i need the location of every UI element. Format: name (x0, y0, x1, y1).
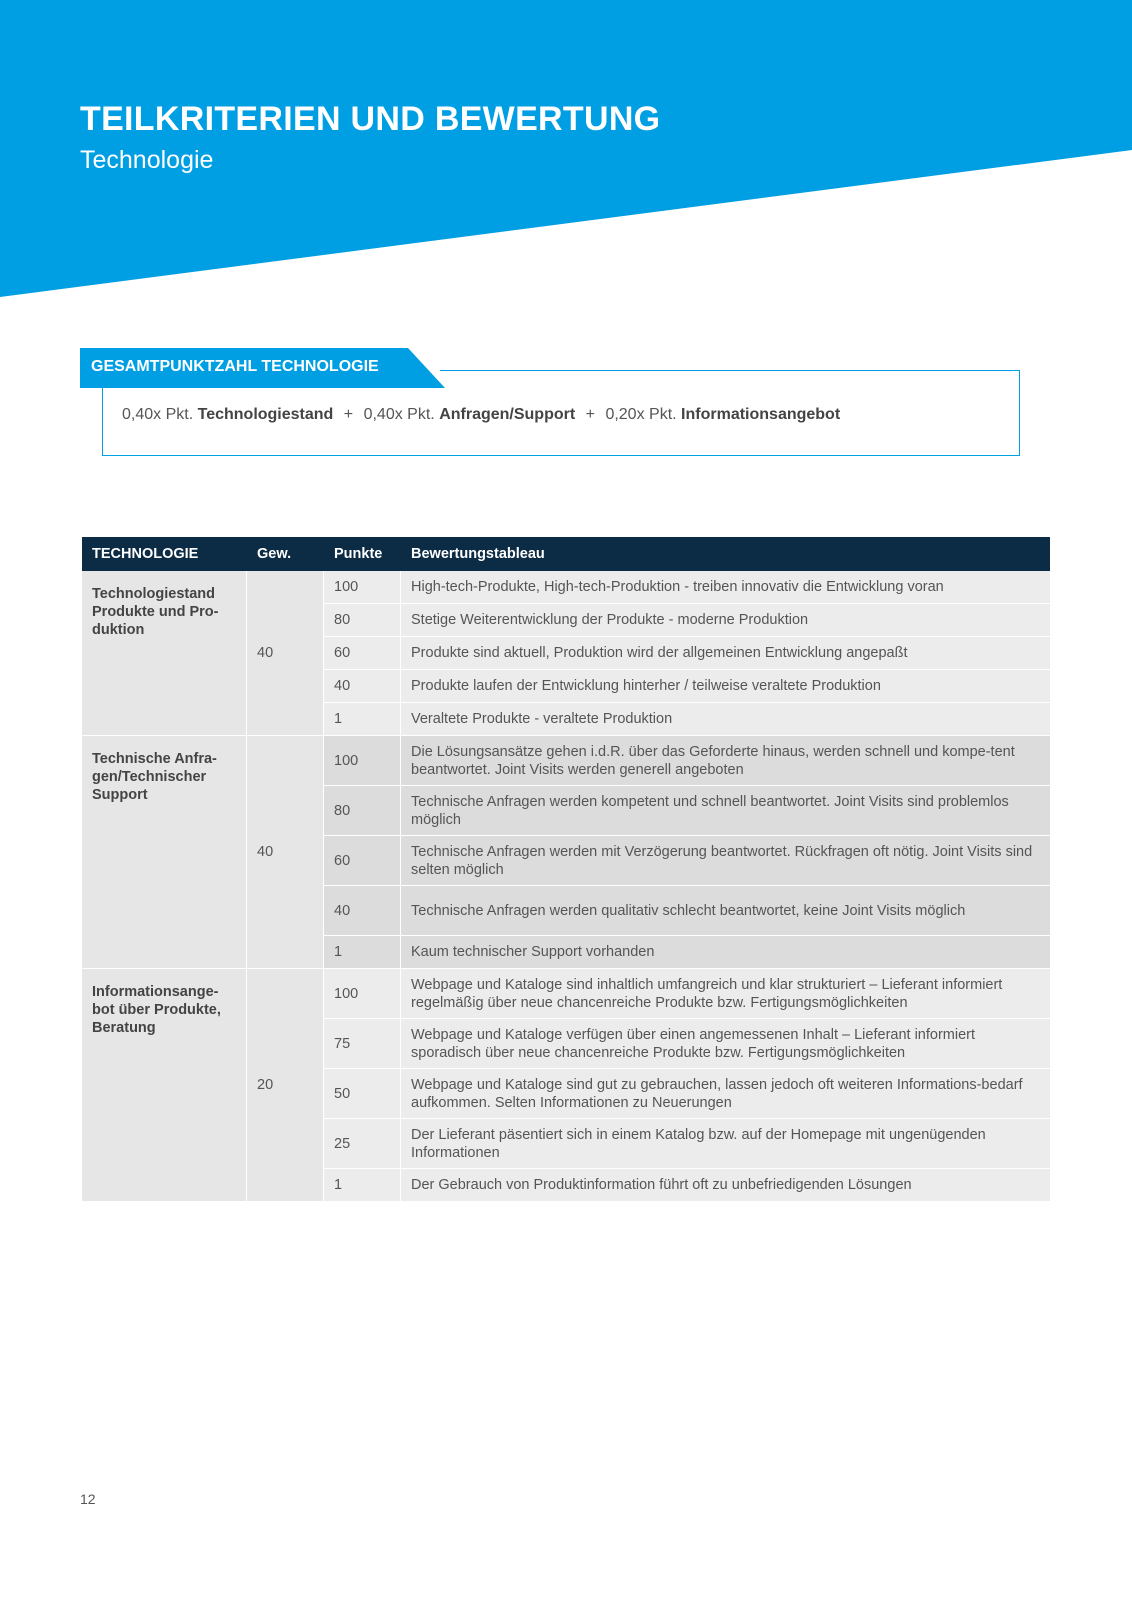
criterion-cell: Technologiestand Produkte und Pro-duktion (82, 571, 247, 736)
description-cell: Stetige Weiterentwicklung der Produkte - moderne Produktion (401, 604, 1050, 637)
description-cell: Webpage und Kataloge verfügen über einen angemessenen Inhalt – Lieferant informiert sporadisch über neue chancenreiche Produkte bzw. Fertigungsmöglichkeiten (401, 1019, 1050, 1069)
table-row (82, 571, 1050, 604)
page-number: 12 (80, 1491, 96, 1507)
points-cell: 75 (324, 1019, 401, 1069)
table-row (82, 969, 1050, 1019)
points-cell: 40 (324, 886, 401, 936)
points-cell: 1 (324, 936, 401, 969)
table-header-row (82, 537, 1050, 571)
criteria-table (82, 537, 1050, 1202)
page-title: TEILKRITERIEN UND BEWERTUNG (80, 100, 661, 138)
term3-factor: 0,20x Pkt. (605, 406, 677, 423)
points-cell: 1 (324, 703, 401, 736)
term3-name: Informationsangebot (681, 406, 841, 423)
description-cell: Veraltete Produkte - veraltete Produktion (401, 703, 1050, 736)
points-cell: 40 (324, 670, 401, 703)
description-cell: Die Lösungsansätze gehen i.d.R. über das Geforderte hinaus, werden schnell und kompe-tent beantwortet. Joint Visits werden generell angeboten (401, 736, 1050, 786)
points-cell: 100 (324, 736, 401, 786)
header-punkte: Punkte (324, 537, 401, 571)
plus-sign: + (343, 406, 354, 423)
points-cell: 25 (324, 1119, 401, 1169)
term2-name: Anfragen/Support (439, 406, 576, 423)
description-cell: Technische Anfragen werden kompetent und schnell beantwortet. Joint Visits sind problemlos möglich (401, 786, 1050, 836)
points-cell: 80 (324, 604, 401, 637)
description-cell: Technische Anfragen werden mit Verzögerung beantwortet. Rückfragen oft nötig. Joint Visits sind selten möglich (401, 836, 1050, 886)
criterion-cell: Technische Anfra-gen/Technischer Support (82, 736, 247, 969)
description-cell: Der Gebrauch von Produktinformation führt oft zu unbefriedigenden Lösungen (401, 1169, 1050, 1202)
points-cell: 60 (324, 637, 401, 670)
formula-label: GESAMTPUNKTZAHL TECHNOLOGIE (91, 358, 379, 375)
points-cell: 60 (324, 836, 401, 886)
formula-text (122, 406, 840, 424)
points-cell: 50 (324, 1069, 401, 1119)
description-cell: Der Lieferant päsentiert sich in einem Katalog bzw. auf der Homepage mit ungenügenden Informationen (401, 1119, 1050, 1169)
header-bewertungstableau: Bewertungstableau (401, 537, 1050, 571)
points-cell: 80 (324, 786, 401, 836)
term1-name: Technologiestand (197, 406, 334, 423)
weight-cell: 40 (247, 736, 324, 969)
page-subtitle: Technologie (80, 146, 214, 174)
plus-sign: + (585, 406, 595, 423)
points-cell: 100 (324, 571, 401, 604)
description-cell: Kaum technischer Support vorhanden (401, 936, 1050, 969)
term2-factor: 0,40x Pkt. (363, 406, 435, 423)
description-cell: Webpage und Kataloge sind inhaltlich umfangreich und klar strukturiert – Lieferant informiert regelmäßig über neue chancenreiche Produkte bzw. Fertigungsmöglichkeiten (401, 969, 1050, 1019)
table-row (82, 736, 1050, 786)
term1-factor: 0,40x Pkt. (122, 406, 194, 423)
description-cell: High-tech-Produkte, High-tech-Produktion - treiben innovativ die Entwicklung voran (401, 571, 1050, 604)
criterion-cell: Informationsange-bot über Produkte, Beratung (82, 969, 247, 1202)
points-cell: 1 (324, 1169, 401, 1202)
description-cell: Produkte sind aktuell, Produktion wird der allgemeinen Entwicklung angepaßt (401, 637, 1050, 670)
header-technologie: TECHNOLOGIE (82, 537, 247, 571)
points-cell: 100 (324, 969, 401, 1019)
description-cell: Webpage und Kataloge sind gut zu gebrauchen, lassen jedoch oft weiteren Informations-bedarf aufkommen. Selten Informationen zu Neuerungen (401, 1069, 1050, 1119)
weight-cell: 20 (247, 969, 324, 1202)
description-cell: Technische Anfragen werden qualitativ schlecht beantwortet, keine Joint Visits möglich (401, 886, 1050, 936)
description-cell: Produkte laufen der Entwicklung hinterher / teilweise veraltete Produktion (401, 670, 1050, 703)
weight-cell: 40 (247, 571, 324, 736)
header-gewicht: Gew. (247, 537, 324, 571)
formula-box-top-border (440, 370, 1020, 371)
